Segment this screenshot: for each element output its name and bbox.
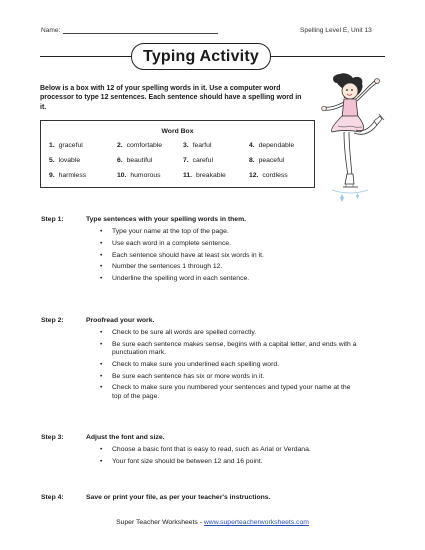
name-field xyxy=(41,27,218,34)
list-item: • Each sentence should have at least six words in it. xyxy=(100,252,360,260)
step-4-heading: Save or print your file, as per your teacher's instructions. xyxy=(86,494,271,501)
step-1-list xyxy=(100,228,360,287)
list-item: • Be sure each sentence has six or more words in it. xyxy=(100,373,360,381)
page-title: Typing Activity xyxy=(131,43,271,70)
ice-skater-girl-icon xyxy=(320,72,386,210)
list-item: • Check to make sure you underlined each spelling word. xyxy=(100,361,360,369)
word-item: 8. peaceful xyxy=(249,157,285,164)
list-item: • Choose a basic font that is easy to read, such as Arial or Verdana. xyxy=(100,446,360,454)
word-item: 2. comfortable xyxy=(117,142,163,149)
step-1-label: Step 1: xyxy=(41,216,64,223)
word-item: 9. harmless xyxy=(49,172,87,179)
footer-prefix: Super Teacher Worksheets - xyxy=(116,519,204,526)
title-rule-left xyxy=(40,56,131,57)
name-line xyxy=(63,27,218,34)
level-label: Spelling Level E, Unit 13 xyxy=(300,27,372,34)
word-item: 12. cordless xyxy=(249,172,288,179)
name-label: Name: xyxy=(41,27,61,34)
word-box xyxy=(40,120,315,188)
step-3-heading: Adjust the font and size. xyxy=(86,434,165,441)
word-item: 7. careful xyxy=(183,157,213,164)
list-item: • Underline the spelling word in each sentence. xyxy=(100,275,360,283)
list-item: • Check to make sure you numbered your sentences and typed your name at the top of the page. xyxy=(100,384,360,400)
footer-link[interactable]: www.superteacherworksheets.com xyxy=(203,519,309,526)
step-3-label: Step 3: xyxy=(41,434,64,441)
list-item: • Number the sentences 1 through 12. xyxy=(100,263,360,271)
step-2-heading: Proofread your work. xyxy=(86,317,155,324)
footer xyxy=(0,519,425,526)
list-item: • Check to be sure all words are spelled correctly. xyxy=(100,329,360,337)
list-item: • Use each word in a complete sentence. xyxy=(100,240,360,248)
word-item: 4. dependable xyxy=(249,142,295,149)
word-item: 3. fearful xyxy=(183,142,212,149)
list-item: • Your font size should be between 12 and 16 point. xyxy=(100,458,360,466)
title-rule-right xyxy=(271,56,385,57)
intro-text: Below is a box with 12 of your spelling words in it. Use a computer word processor to type 12 sentences. Each sentence should have a spelling word in it. xyxy=(40,85,302,111)
word-item: 11. breakable xyxy=(183,172,226,179)
step-2-label: Step 2: xyxy=(41,317,64,324)
list-item: • Be sure each sentence makes sense, begins with a capital letter, and ends with a punctuation mark. xyxy=(100,341,360,357)
step-2-list xyxy=(100,329,360,404)
word-item: 10. humorous xyxy=(117,172,161,179)
step-4-label: Step 4: xyxy=(41,494,64,501)
word-box-title: Word Box xyxy=(161,128,194,135)
list-item: • Type your name at the top of the page. xyxy=(100,228,360,236)
word-item: 5. lovable xyxy=(49,157,81,164)
word-item: 1. graceful xyxy=(49,142,83,149)
word-item: 6. beautiful xyxy=(117,157,153,164)
step-1-heading: Type sentences with your spelling words in them. xyxy=(86,216,247,223)
step-3-list xyxy=(100,446,360,470)
